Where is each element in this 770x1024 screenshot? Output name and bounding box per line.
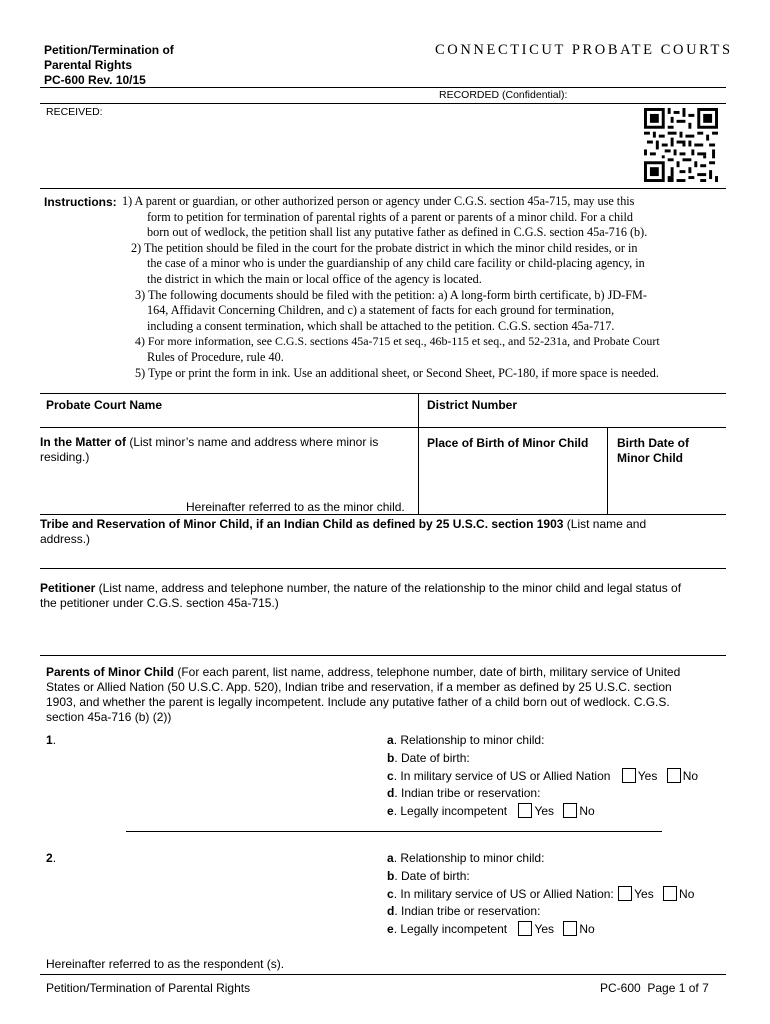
column-divider — [607, 428, 608, 514]
parent-tribe-label: Indian tribe or reservation: — [401, 785, 541, 800]
incompetent-no-checkbox[interactable] — [563, 921, 577, 936]
qr-code-icon — [644, 108, 718, 182]
parent-tribe: d. Indian tribe or reservation: — [387, 785, 541, 800]
place-of-birth-label: Place of Birth of Minor Child — [427, 436, 589, 450]
district-number-label: District Number — [427, 398, 518, 412]
parent-number: 2 — [46, 851, 53, 865]
parent-incompetent: e. Legally incompetent Yes No — [387, 804, 595, 818]
instruction-line: born out of wedlock, the petition shall list any putative father as defined in C.G.S. section 45a-716 (b). — [147, 225, 648, 240]
parent-relationship: a. Relationship to minor child: — [387, 733, 545, 747]
parent-military: c. In military service of US or Allied Nation: Yes No — [387, 887, 695, 901]
yes-label: Yes — [634, 887, 654, 901]
court-name: CONNECTICUT PROBATE COURTS — [435, 42, 733, 58]
hereinafter-minor-note: Hereinafter referred to as the minor child. — [186, 500, 405, 514]
parent-incompetent-label: Legally incompetent — [400, 804, 508, 818]
instruction-line: 1) A parent or guardian, or other authorized person or agency under C.G.S. section 45a-715, may use this — [122, 194, 635, 208]
tribe-text: (List name and — [563, 517, 647, 531]
petitioner-label — [40, 581, 730, 611]
birth-date-label — [617, 436, 689, 466]
parent-military-label: In military service of US or Allied Nation: — [400, 887, 614, 901]
matter-bottom-rule — [40, 514, 726, 515]
parent-dob: b. Date of birth: — [387, 750, 470, 765]
parent-dob-label: Date of birth: — [401, 868, 470, 883]
tribe-label — [40, 517, 720, 547]
yes-label: Yes — [534, 804, 555, 818]
parents-label — [46, 665, 726, 725]
incompetent-no-checkbox[interactable] — [563, 803, 577, 818]
instructions-top-rule — [40, 188, 726, 189]
parent-2-number: 2. — [46, 851, 57, 865]
parent-2-details — [387, 851, 694, 939]
parent-military: c. In military service of US or Allied Nation Yes No — [387, 769, 699, 783]
parent-1-details — [387, 733, 698, 821]
instruction-line: including a consent termination, which shall be attached to the petition. C.G.S. section 45a-717. — [147, 318, 615, 333]
instruction-line: form to petition for termination of parental rights of a parent or parents of a minor child. For a child — [147, 209, 634, 224]
parents-text-line: States or Allied Nation (50 U.S.C. App. 520), Indian tribe and reservation, if a member as defined by 25 U.S.C. section — [46, 680, 672, 694]
tribe-bold: Tribe and Reservation of Minor Child, if an Indian Child as defined by 25 U.S.C. section 1903 — [40, 517, 564, 531]
tribe-bottom-rule — [40, 568, 726, 569]
military-no-checkbox[interactable] — [663, 886, 677, 901]
parent-separator-rule — [126, 831, 662, 832]
in-matter-of-text-line2: residing.) — [40, 450, 90, 464]
no-label: No — [579, 922, 595, 936]
incompetent-yes-checkbox[interactable] — [518, 803, 532, 818]
instruction-line: 4) For more information, see C.G.S. sections 45a-715 et seq., 46b-115 et seq., and 52-231a, and Probate Court — [135, 334, 660, 349]
court-row-top-rule — [40, 393, 726, 394]
parent-dob-label: Date of birth: — [401, 750, 470, 765]
instruction-line: 2) The petition should be filed in the court for the probate district in which the minor child resides, or in — [131, 240, 638, 255]
parent-relationship-label: Relationship to minor child: — [400, 851, 545, 865]
parents-bold: Parents of Minor Child — [46, 665, 175, 679]
probate-court-name-label: Probate Court Name — [46, 398, 163, 412]
petitioner-text-line2: the petitioner under C.G.S. section 45a-715.) — [40, 596, 279, 610]
instruction-line: 5) Type or print the form in ink. Use an additional sheet, or Second Sheet, PC-180, if more space is needed. — [135, 365, 659, 380]
no-label: No — [679, 887, 695, 901]
instructions-text — [0, 194, 770, 381]
parent-military-label: In military service of US or Allied Nation — [400, 769, 611, 783]
instruction-line: 164, Affidavit Concerning Children, and c) a statement of facts for each ground for termination, — [147, 303, 615, 318]
footer-page-number: PC-600 Page 1 of 7 — [600, 981, 709, 995]
form-title — [44, 43, 174, 88]
petitioner-bold: Petitioner — [40, 581, 96, 595]
column-divider — [418, 394, 419, 514]
parent-dob: b. Date of birth: — [387, 868, 470, 883]
military-yes-checkbox[interactable] — [622, 768, 636, 783]
received-label: RECEIVED: — [46, 106, 103, 118]
parents-text-line: section 45a-716 (b) (2)) — [46, 710, 172, 724]
parent-number: 1 — [46, 733, 53, 747]
birth-date-label-line: Birth Date of — [617, 436, 689, 450]
parent-incompetent-label: Legally incompetent — [400, 922, 508, 936]
in-matter-of-text: (List minor’s name and address where minor is — [126, 435, 379, 449]
yes-label: Yes — [637, 769, 658, 783]
no-label: No — [682, 769, 699, 783]
instruction-line: 3) The following documents should be filed with the petition: a) A long-form birth certificate, b) JD-FM- — [135, 287, 647, 302]
court-row-bottom-rule — [40, 427, 726, 428]
recorded-label: RECORDED (Confidential): — [439, 89, 568, 101]
petitioner-text: (List name, address and telephone number, the nature of the relationship to the minor child and legal status of — [95, 581, 682, 595]
in-matter-of-bold: In the Matter of — [40, 435, 126, 449]
parent-relationship-label: Relationship to minor child: — [400, 733, 545, 747]
parent-tribe-label: Indian tribe or reservation: — [401, 903, 541, 918]
form-title-line: Parental Rights — [44, 58, 133, 72]
parent-tribe: d. Indian tribe or reservation: — [387, 903, 541, 918]
parents-text-line: 1903, and whether the parent is legally incompetent. Include any putative father of a child born out of wedlock. C.G.S. — [46, 695, 670, 709]
parents-text: (For each parent, list name, address, telephone number, date of birth, military service of United — [174, 665, 681, 679]
incompetent-yes-checkbox[interactable] — [518, 921, 532, 936]
form-number: PC-600 Rev. 10/15 — [44, 73, 146, 87]
tribe-text-line2: address.) — [40, 532, 91, 546]
instructions-label: Instructions: — [44, 195, 117, 209]
military-no-checkbox[interactable] — [667, 768, 681, 783]
recorded-rule — [40, 103, 726, 104]
no-label: No — [579, 804, 595, 818]
parent-incompetent: e. Legally incompetent Yes No — [387, 922, 595, 936]
header-rule — [40, 87, 726, 88]
footer-form-title: Petition/Termination of Parental Rights — [46, 981, 251, 995]
form-title-line: Petition/Termination of — [44, 43, 174, 57]
instruction-line: the case of a minor who is under the guardianship of any child care facility or child-placing agency, in — [147, 256, 645, 271]
footer-rule — [40, 974, 726, 975]
military-yes-checkbox[interactable] — [618, 886, 632, 901]
respondents-note: Hereinafter referred to as the respondent (s). — [46, 957, 285, 971]
birth-date-label-line: Minor Child — [617, 451, 683, 465]
instruction-line: Rules of Procedure, rule 40. — [147, 349, 284, 364]
parent-1-number: 1. — [46, 733, 57, 747]
yes-label: Yes — [534, 922, 555, 936]
petitioner-bottom-rule — [40, 655, 726, 656]
instruction-line: the district in which the main or local office of the agency is located. — [147, 271, 482, 286]
parent-relationship: a. Relationship to minor child: — [387, 851, 545, 865]
in-matter-of-label — [40, 435, 412, 465]
